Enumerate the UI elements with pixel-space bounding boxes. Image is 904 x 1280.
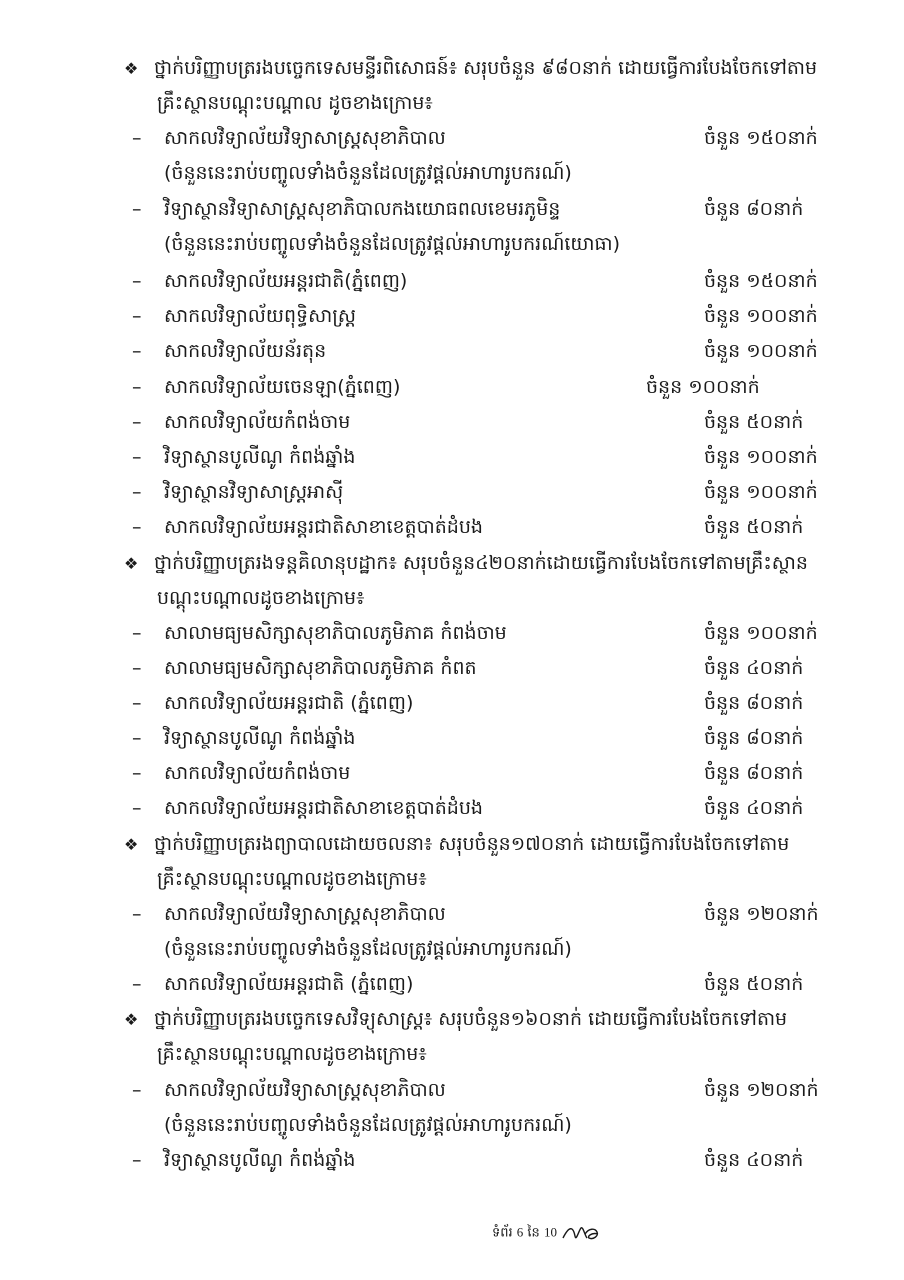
dash-2-0: – bbox=[132, 903, 142, 925]
institution-name: សាកលវិទ្យាល័យអន្តរជាតិសាខាខេត្តបាត់ដំបង bbox=[164, 797, 483, 819]
student-count: ចំនួន ១០០នាក់ bbox=[704, 481, 818, 503]
student-count: ចំនួន ១០០នាក់ bbox=[704, 446, 818, 468]
student-count: ចំនួន ១២០នាក់ bbox=[704, 903, 819, 925]
dash-0-5: – bbox=[132, 376, 142, 398]
dash-1-2: – bbox=[132, 692, 142, 714]
student-count: ចំនួន ៤០នាក់ bbox=[704, 1149, 804, 1171]
institution-name: វិទ្យាស្ថានបូលីណូ កំពង់ឆ្នាំង bbox=[164, 1149, 356, 1171]
dash-1-5: – bbox=[132, 797, 142, 819]
institution-name: សាកលវិទ្យាល័យវិទ្យាសាស្ត្រសុខាភិបាល bbox=[164, 1079, 446, 1101]
student-count: ចំនួន ១០០នាក់ bbox=[646, 376, 760, 398]
diamond-bullet-icon: ❖ bbox=[124, 59, 139, 78]
student-count: ចំនួន ៨០នាក់ bbox=[704, 198, 804, 220]
section-header-0: ❖ ថ្នាក់បរិញ្ញាបត្ររងបច្ចេកទេសមន្ទីរពិសោធន៍៖ សរុបចំនួន ៩៨០នាក់ ដោយធ្វើការបែងចែកទៅតាម bbox=[124, 54, 817, 84]
initial-signature bbox=[561, 1222, 601, 1244]
student-count: ចំនួន ៤០នាក់ bbox=[704, 797, 804, 819]
section-header-3-cont: គ្រឹះស្ថានបណ្តុះបណ្តាលដូចខាងក្រោម៖ bbox=[157, 1043, 427, 1065]
dash-0-7: – bbox=[132, 446, 142, 468]
dash-0-1: – bbox=[132, 198, 142, 220]
institution-name: សាកលវិទ្យាល័យវិទ្យាសាស្ត្រសុខាភិបាល bbox=[164, 903, 446, 925]
section-header-1-cont: បណ្តុះបណ្តាលដូចខាងក្រោម៖ bbox=[157, 587, 365, 609]
institution-name: វិទ្យាស្ថានវិទ្យាសាស្ត្រសុខាភិបាលកងយោធពលខេមរភូមិន្ទ bbox=[164, 198, 561, 220]
institution-name: វិទ្យាស្ថានបូលីណូ កំពង់ឆ្នាំង bbox=[164, 727, 356, 749]
dash-0-2: – bbox=[132, 270, 142, 292]
student-count: ចំនួន ៥០នាក់ bbox=[704, 411, 804, 433]
section-header-2-cont: គ្រឹះស្ថានបណ្តុះបណ្តាលដូចខាងក្រោម៖ bbox=[157, 868, 427, 890]
institution-name: សាកលវិទ្យាល័យអន្តរជាតិ (ភ្នំពេញ) bbox=[164, 973, 414, 995]
dash-1-0: – bbox=[132, 622, 142, 644]
institution-name: សាកលវិទ្យាល័យពុទ្ធិសាស្ត្រ bbox=[164, 305, 356, 327]
institution-name: សាកលវិទ្យាល័យអន្តរជាតិ (ភ្នំពេញ) bbox=[164, 692, 414, 714]
institution-name: សាកលវិទ្យាល័យន័រតុន bbox=[164, 340, 327, 362]
of-label: នៃ bbox=[527, 1225, 540, 1241]
institution-name: សាកលវិទ្យាល័យកំពង់ចាម bbox=[164, 762, 351, 784]
student-count: ចំនួន ៨០នាក់ bbox=[704, 762, 804, 784]
institution-name: សាកលវិទ្យាល័យកំពង់ចាម bbox=[164, 411, 351, 433]
scholarship-note: (ចំនួននេះរាប់បញ្ចូលទាំងចំនួនដែលត្រូវផ្តល់អាហារូបករណ៍យោធា) bbox=[164, 233, 621, 255]
institution-name: សាកលវិទ្យាល័យអន្តរជាតិ(ភ្នំពេញ) bbox=[164, 270, 408, 292]
student-count: ចំនួន ៤០នាក់ bbox=[704, 657, 804, 679]
dash-0-0: – bbox=[132, 127, 142, 149]
student-count: ចំនួន ៥០នាក់ bbox=[704, 973, 804, 995]
dash-1-4: – bbox=[132, 762, 142, 784]
student-count: ចំនួន ១៥០នាក់ bbox=[704, 270, 818, 292]
total-pages: 10 bbox=[543, 1224, 557, 1240]
diamond-bullet-icon: ❖ bbox=[124, 1010, 139, 1029]
institution-name: សាកលវិទ្យាល័យចេនឡា(ភ្នំពេញ) bbox=[164, 376, 401, 398]
student-count: ចំនួន ១០០នាក់ bbox=[704, 305, 818, 327]
institution-name: វិទ្យាស្ថានបូលីណូ កំពង់ឆ្នាំង bbox=[164, 446, 356, 468]
dash-0-9: – bbox=[132, 516, 142, 538]
section-header-3: ❖ ថ្នាក់បរិញ្ញាបត្ររងបច្ចេកទេសវិទ្យុសាស្ត្រ៖ សរុបចំនួន១៦០នាក់ ដោយធ្វើការបែងចែកទៅតាម bbox=[124, 1005, 787, 1035]
dash-0-8: – bbox=[132, 481, 142, 503]
scholarship-note: (ចំនួននេះរាប់បញ្ចូលទាំងចំនួនដែលត្រូវផ្តល់អាហារូបករណ៍) bbox=[164, 1114, 572, 1136]
student-count: ចំនួន ៥០នាក់ bbox=[704, 516, 804, 538]
section-header-2: ❖ ថ្នាក់បរិញ្ញាបត្ររងព្យាបាលដោយចលនា៖ សរុបចំនួន១៧០នាក់ ដោយធ្វើការបែងចែកទៅតាម bbox=[124, 830, 789, 860]
student-count: ចំនួន ១០០នាក់ bbox=[704, 340, 818, 362]
student-count: ចំនួន ១០០នាក់ bbox=[704, 622, 818, 644]
institution-name: សាលាមធ្យមសិក្សាសុខាភិបាលភូមិភាគ កំពត bbox=[164, 657, 477, 679]
section-header-0-cont: គ្រឹះស្ថានបណ្តុះបណ្តាល ដូចខាងក្រោម៖ bbox=[157, 92, 433, 114]
scholarship-note: (ចំនួននេះរាប់បញ្ចូលទាំងចំនួនដែលត្រូវផ្តល់អាហារូបករណ៍) bbox=[164, 162, 572, 184]
page-label: ទំព័រ bbox=[492, 1225, 513, 1241]
institution-name: សាកលវិទ្យាល័យអន្តរជាតិសាខាខេត្តបាត់ដំបង bbox=[164, 516, 483, 538]
institution-name: វិទ្យាស្ថានវិទ្យាសាស្ត្រអាស៊ី bbox=[164, 481, 344, 503]
dash-2-1: – bbox=[132, 973, 142, 995]
dash-1-3: – bbox=[132, 727, 142, 749]
student-count: ចំនួន ១៥០នាក់ bbox=[704, 127, 818, 149]
dash-0-3: – bbox=[132, 305, 142, 327]
scholarship-note: (ចំនួននេះរាប់បញ្ចូលទាំងចំនួនដែលត្រូវផ្តល់អាហារូបករណ៍) bbox=[164, 938, 572, 960]
institution-name: សាលាមធ្យមសិក្សាសុខាភិបាលភូមិភាគ កំពង់ចាម bbox=[164, 622, 507, 644]
page-number: 6 bbox=[516, 1224, 524, 1240]
institution-name: សាកលវិទ្យាល័យវិទ្យាសាស្ត្រសុខាភិបាល bbox=[164, 127, 446, 149]
dash-3-0: – bbox=[132, 1079, 142, 1101]
diamond-bullet-icon: ❖ bbox=[124, 554, 139, 573]
diamond-bullet-icon: ❖ bbox=[124, 835, 139, 854]
dash-3-1: – bbox=[132, 1149, 142, 1171]
dash-0-6: – bbox=[132, 411, 142, 433]
student-count: ចំនួន ៨០នាក់ bbox=[704, 727, 804, 749]
student-count: ចំនួន ១២០នាក់ bbox=[704, 1079, 819, 1101]
section-header-1: ❖ ថ្នាក់បរិញ្ញាបត្ររងទន្តគិលានុបដ្ឋាក៖ សរុបចំនួន៤២០នាក់ដោយធ្វើការបែងចែកទៅតាមគ្រឹះស្ថាន bbox=[124, 549, 808, 579]
student-count: ចំនួន ៨០នាក់ bbox=[704, 692, 804, 714]
dash-0-4: – bbox=[132, 340, 142, 362]
dash-1-1: – bbox=[132, 657, 142, 679]
page-footer bbox=[492, 1222, 601, 1244]
